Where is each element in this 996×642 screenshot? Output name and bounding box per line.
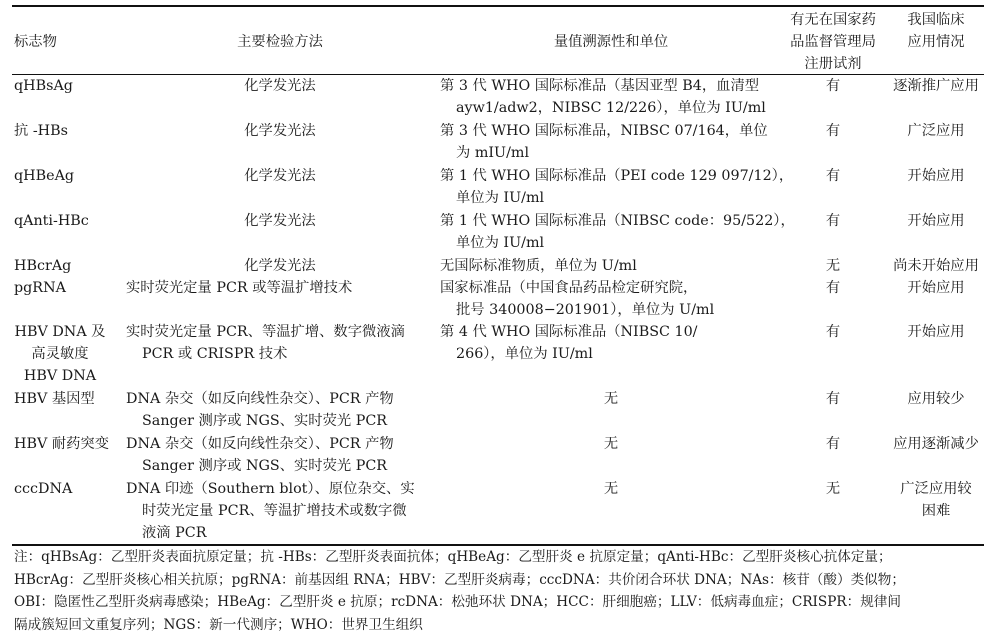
cell-text: 实时荧光定量 PCR、等温扩增、数字微液滴 [126, 324, 405, 340]
cell-text: 第 4 代 WHO 国际标准品（NIBSC 10/ [440, 324, 698, 340]
traceability-cell [440, 120, 782, 164]
table-footnote: 注：qHBsAg：乙型肝炎表面抗原定量；抗 -HBs：乙型肝炎表面抗体；qHBeAg：乙型肝炎 e 抗原定量；qAnti-HBc：乙型肝炎核心抗体定量； HBcrAg：乙型肝炎核心相关抗原；pgRNA：前基因组 RNA；HBV：乙型肝炎病毒；cccDNA：共价闭合环状 DNA；NAs：核苷（酸）类似物； OBI：隐匿性乙型肝炎病毒感染；HBeAg：乙型肝炎 e 抗原；rcDNA：松弛环状 DNA；HCC：肝细胞癌；LLV：低病毒血症；CRISPR：规律间 隔成簇短回文重复序列；NGS：新一代测序；WHO：世界卫生组织 [14, 549, 905, 633]
cell-text: HBV 基因型 [14, 391, 95, 407]
cell-text: 有无在国家药 [790, 12, 876, 28]
cell-text: HBV 耐药突变 [14, 436, 110, 452]
marker-cell [14, 321, 106, 387]
cell-text: 实时荧光定量 PCR 或等温扩增技术 [126, 280, 353, 296]
method-cell [126, 388, 434, 432]
cell-text: DNA 杂交（如反向线性杂交）、PCR 产物 [126, 391, 394, 407]
cell-text: 化学发光法 [244, 123, 316, 139]
traceability-cell [440, 433, 782, 455]
header-marker [14, 31, 122, 53]
cell-text: 化学发光法 [244, 213, 316, 229]
cell-text: DNA 印迹（Southern blot）、原位杂交、实 [126, 481, 415, 497]
cell-text: DNA 杂交（如反向线性杂交）、PCR 产物 [126, 436, 394, 452]
header-registered [782, 9, 884, 75]
registered-cell [782, 478, 884, 500]
cell-text: HBV DNA 及 [14, 324, 106, 340]
cell-text: 有 [825, 280, 841, 296]
cell-text: 尚未开始应用 [893, 258, 979, 274]
clinical-cell [884, 255, 988, 277]
cell-text: 266），单位为 IU/ml [456, 346, 593, 362]
traceability-cell [440, 388, 782, 410]
registered-cell [782, 120, 884, 142]
cell-text: Sanger 测序或 NGS、实时荧光 PCR [142, 458, 388, 474]
cell-text: PCR 或 CRISPR 技术 [142, 346, 288, 362]
marker-cell [14, 210, 122, 232]
cell-text: 应用情况 [907, 34, 965, 50]
cell-text: 无 [825, 258, 841, 274]
header-method [126, 31, 434, 53]
clinical-cell [884, 120, 988, 142]
clinical-cell [884, 75, 988, 97]
marker-cell [14, 478, 122, 500]
traceability-cell [440, 321, 782, 365]
cell-text: 有 [825, 168, 841, 184]
method-cell [126, 321, 434, 365]
cell-text: cccDNA [14, 481, 73, 497]
traceability-cell [440, 75, 782, 119]
traceability-cell [440, 210, 795, 254]
cell-text: HBcrAg [14, 258, 72, 274]
cell-text: 标志物 [14, 34, 57, 50]
cell-text: 开始应用 [907, 324, 965, 340]
cell-text: 液滴 PCR [142, 525, 207, 541]
cell-text: 化学发光法 [244, 168, 316, 184]
method-cell [126, 433, 434, 477]
cell-text: 抗 -HBs [14, 123, 68, 139]
marker-cell [14, 277, 122, 299]
marker-cell [14, 120, 122, 142]
traceability-cell [440, 277, 782, 321]
cell-text: 无 [603, 391, 619, 407]
top-rule [12, 5, 984, 7]
registered-cell [782, 75, 884, 97]
method-cell [126, 478, 434, 544]
cell-text: 应用较少 [907, 391, 965, 407]
cell-text: 困难 [921, 503, 951, 519]
traceability-cell [440, 255, 782, 277]
cell-text: 主要检验方法 [237, 34, 323, 50]
clinical-cell [884, 433, 988, 455]
cell-text: 品监督管理局 [790, 34, 876, 50]
header-traceability [440, 31, 782, 53]
cell-text: 注册试剂 [804, 56, 862, 72]
registered-cell [782, 388, 884, 410]
header-clinical [884, 9, 988, 53]
cell-text: 无 [603, 436, 619, 452]
marker-cell [14, 255, 122, 277]
method-cell [126, 75, 434, 97]
cell-text: 量值溯源性和单位 [553, 34, 669, 50]
clinical-cell [884, 388, 988, 410]
cell-text: 单位为 IU/ml [456, 235, 545, 251]
cell-text: 开始应用 [907, 280, 965, 296]
clinical-cell [884, 165, 988, 187]
marker-cell [14, 388, 122, 410]
method-cell [126, 165, 434, 187]
marker-cell [14, 165, 122, 187]
clinical-cell [884, 321, 988, 343]
cell-text: pgRNA [14, 280, 66, 296]
cell-text: HBV DNA [23, 368, 97, 384]
cell-text: 有 [825, 78, 841, 94]
cell-text: 开始应用 [907, 213, 965, 229]
cell-text: 有 [825, 391, 841, 407]
cell-text: 第 3 代 WHO 国际标准品，NIBSC 07/164，单位 [440, 123, 768, 139]
cell-text: 有 [825, 123, 841, 139]
cell-text: Sanger 测序或 NGS、实时荧光 PCR [142, 413, 388, 429]
marker-cell [14, 75, 122, 97]
cell-text: 国家标准品（中国食品药品检定研究院， [440, 280, 698, 296]
cell-text: qHBeAg [14, 168, 75, 184]
cell-text: 逐渐推广应用 [893, 78, 979, 94]
cell-text: qAnti-HBc [14, 213, 89, 229]
method-cell [126, 120, 434, 142]
cell-text: 为 mIU/ml [456, 145, 530, 161]
cell-text: 无 [603, 481, 619, 497]
cell-text: 有 [825, 436, 841, 452]
clinical-cell [884, 478, 988, 522]
cell-text: qHBsAg [14, 78, 73, 94]
clinical-cell [884, 277, 988, 299]
cell-text: ayw1/adw2，NIBSC 12/226），单位为 IU/ml [456, 100, 766, 116]
cell-text: 化学发光法 [244, 78, 316, 94]
cell-text: 单位为 IU/ml [456, 190, 545, 206]
traceability-cell [440, 165, 794, 209]
registered-cell [782, 277, 884, 299]
cell-text: 开始应用 [907, 168, 965, 184]
cell-text: 无国际标准物质，单位为 U/ml [440, 258, 637, 274]
cell-text: 第 3 代 WHO 国际标准品（基因亚型 B4，血清型 [440, 78, 760, 94]
registered-cell [782, 165, 884, 187]
traceability-cell [440, 478, 782, 500]
cell-text: 广泛应用 [907, 123, 965, 139]
registered-cell [782, 433, 884, 455]
cell-text: 我国临床 [907, 12, 965, 28]
registered-cell [782, 255, 884, 277]
cell-text: 应用逐渐减少 [893, 436, 979, 452]
clinical-cell [884, 210, 988, 232]
cell-text: 化学发光法 [244, 258, 316, 274]
cell-text: 广泛应用较 [900, 481, 972, 497]
marker-cell [14, 433, 122, 455]
cell-text: 第 1 代 WHO 国际标准品（PEI code 129 097/12）， [440, 168, 794, 184]
cell-text: 有 [825, 213, 841, 229]
method-cell [126, 255, 434, 277]
cell-text: 批号 340008−201901），单位为 U/ml [456, 302, 715, 318]
method-cell [126, 210, 434, 232]
registered-cell [782, 210, 884, 232]
method-cell [126, 277, 434, 299]
cell-text: 有 [825, 324, 841, 340]
cell-text: 高灵敏度 [31, 346, 89, 362]
cell-text: 第 1 代 WHO 国际标准品（NIBSC code：95/522）， [440, 213, 795, 229]
cell-text: 无 [825, 481, 841, 497]
registered-cell [782, 321, 884, 343]
cell-text: 时荧光定量 PCR、等温扩增技术或数字微 [142, 503, 407, 519]
